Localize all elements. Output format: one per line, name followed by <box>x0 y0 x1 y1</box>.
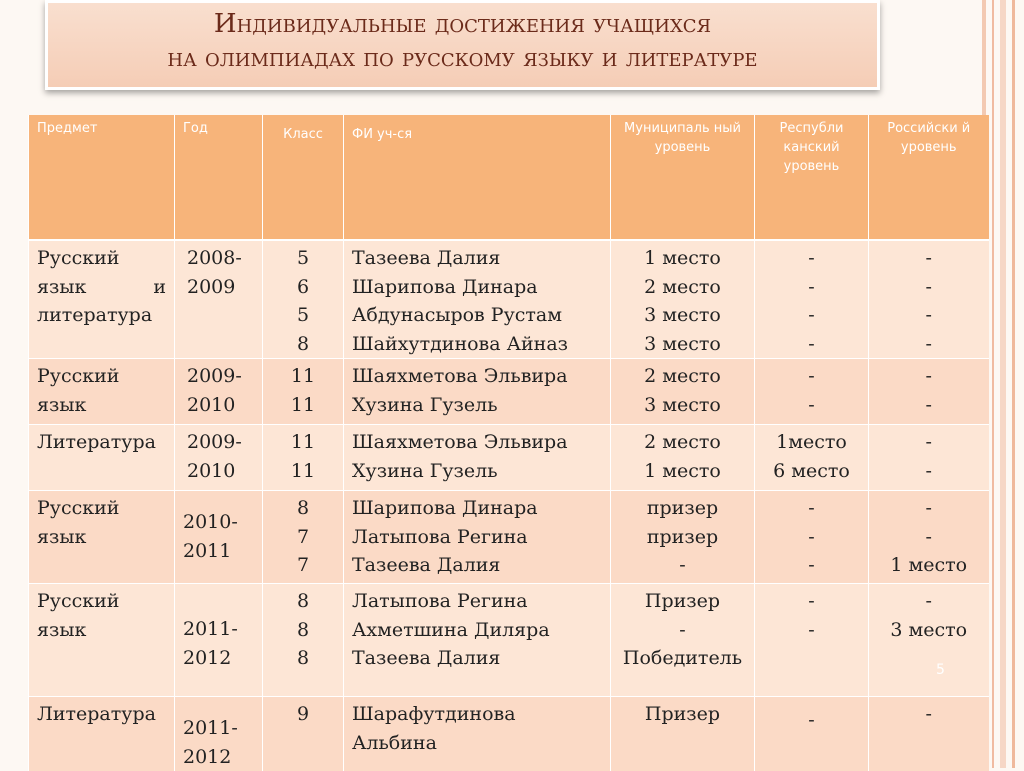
russian-result: - <box>869 273 989 302</box>
russian-result: 1 место <box>869 551 989 580</box>
cell-year <box>175 491 263 584</box>
student-name: Тазеева Далия <box>352 244 610 273</box>
student-name: Шаяхметова Эльвира <box>352 362 610 391</box>
cell-republic <box>755 240 869 359</box>
cell-grades <box>263 584 344 697</box>
cell-republic <box>755 584 869 697</box>
decor-stripe <box>992 0 994 768</box>
grade-value: 5 <box>263 301 343 330</box>
cell-russian <box>869 240 989 359</box>
cell-subject: Русский язык <box>29 584 175 697</box>
russian-result: - <box>869 362 989 391</box>
student-name: Шарипова Динара <box>352 273 610 302</box>
cell-russian <box>869 425 989 491</box>
grade-value: 7 <box>263 551 343 580</box>
cell-year <box>175 425 263 491</box>
cell-republic <box>755 425 869 491</box>
header-student: ФИ уч-ся <box>344 115 611 240</box>
grade-value: 8 <box>263 330 343 359</box>
cell-subject: Русский язык <box>29 359 175 425</box>
russian-result: - <box>869 700 989 729</box>
russian-result: - <box>869 494 989 523</box>
decor-stripe <box>1012 0 1015 768</box>
republic-result: - <box>755 330 868 359</box>
grade-value: 11 <box>263 362 343 391</box>
table-header-row <box>29 115 989 240</box>
grade-value: 8 <box>263 494 343 523</box>
republic-result: - <box>755 244 868 273</box>
header-republic: Республи канский уровень <box>755 115 869 240</box>
municipal-result: - <box>611 616 754 645</box>
cell-russian <box>869 584 989 697</box>
title-line-1: Индивидуальные достижения учащихся <box>48 7 877 41</box>
cell-grades <box>263 425 344 491</box>
grade-value: 7 <box>263 523 343 552</box>
cell-municipal <box>611 359 755 425</box>
cell-grades <box>263 359 344 425</box>
cell-year <box>175 240 263 359</box>
cell-municipal <box>611 491 755 584</box>
cell-republic <box>755 359 869 425</box>
grade-value: 8 <box>263 644 343 673</box>
russian-result: 3 место <box>869 616 989 645</box>
cell-subject: Литература <box>29 697 175 771</box>
cell-students <box>344 697 611 771</box>
year-value: 2010-2011 <box>183 494 262 565</box>
cell-russian <box>869 359 989 425</box>
russian-result: - <box>869 301 989 330</box>
decor-stripe <box>1000 0 1006 768</box>
student-name: Хузина Гузель <box>352 457 610 486</box>
municipal-result: призер <box>611 523 754 552</box>
student-name: Шарафутдинова Альбина <box>352 700 542 757</box>
table-row <box>29 359 989 425</box>
cell-russian <box>869 491 989 584</box>
table-row <box>29 584 989 697</box>
table-row <box>29 240 989 359</box>
grade-value: 5 <box>263 244 343 273</box>
student-name: Шаяхметова Эльвира <box>352 428 610 457</box>
table-row <box>29 425 989 491</box>
republic-result: - <box>755 362 868 391</box>
cell-grades <box>263 697 344 771</box>
cell-students <box>344 425 611 491</box>
cell-municipal <box>611 240 755 359</box>
municipal-result: - <box>611 551 754 580</box>
republic-result: - <box>755 700 868 735</box>
russian-result: - <box>869 457 989 486</box>
student-name: Латыпова Регина <box>352 523 610 552</box>
slide-number: 5 <box>936 662 945 678</box>
cell-republic <box>755 491 869 584</box>
municipal-result: 2 место <box>611 362 754 391</box>
russian-result: - <box>869 391 989 420</box>
year-value: 2011-2012 <box>183 587 262 672</box>
cell-municipal <box>611 697 755 771</box>
cell-year <box>175 584 263 697</box>
grade-value: 11 <box>263 457 343 486</box>
student-name: Хузина Гузель <box>352 391 610 420</box>
cell-year <box>175 697 263 771</box>
cell-grades <box>263 240 344 359</box>
republic-result: - <box>755 301 868 330</box>
cell-russian <box>869 697 989 771</box>
grade-value: 11 <box>263 428 343 457</box>
municipal-result: Призер <box>611 587 754 616</box>
year-value: 2011-2012 <box>183 700 262 771</box>
cell-students <box>344 240 611 359</box>
cell-students <box>344 491 611 584</box>
table-row <box>29 697 989 771</box>
slide-title <box>45 0 880 90</box>
header-municipal: Муниципаль ный уровень <box>611 115 755 240</box>
student-name: Тазеева Далия <box>352 551 610 580</box>
republic-result: - <box>755 616 868 645</box>
municipal-result: 3 место <box>611 391 754 420</box>
republic-result: - <box>755 494 868 523</box>
student-name: Шарипова Динара <box>352 494 610 523</box>
header-subject: Предмет <box>29 115 175 240</box>
student-name: Ахметшина Диляра <box>352 616 610 645</box>
cell-year <box>175 359 263 425</box>
student-name: Шайхутдинова Айназ <box>352 330 610 359</box>
header-year: Год <box>175 115 263 240</box>
municipal-result: призер <box>611 494 754 523</box>
grade-value: 9 <box>263 700 343 729</box>
year-value: 2009-2010 <box>183 428 262 485</box>
header-grade: Класс <box>263 115 344 240</box>
russian-result: - <box>869 428 989 457</box>
grade-value: 8 <box>263 616 343 645</box>
grade-value: 8 <box>263 587 343 616</box>
russian-result: - <box>869 330 989 359</box>
table-row <box>29 491 989 584</box>
grade-value: 11 <box>263 391 343 420</box>
republic-result: - <box>755 273 868 302</box>
municipal-result: Победитель <box>611 644 754 673</box>
cell-municipal <box>611 425 755 491</box>
achievements-table <box>28 115 989 771</box>
cell-students <box>344 584 611 697</box>
republic-result: - <box>755 551 868 580</box>
republic-result: - <box>755 391 868 420</box>
cell-students <box>344 359 611 425</box>
student-name: Латыпова Регина <box>352 587 610 616</box>
russian-result: - <box>869 523 989 552</box>
municipal-result: 1 место <box>611 457 754 486</box>
russian-result: - <box>869 587 989 616</box>
municipal-result: Призер <box>611 700 754 729</box>
student-name: Тазеева Далия <box>352 644 610 673</box>
grade-value: 6 <box>263 273 343 302</box>
cell-subject: Литература <box>29 425 175 491</box>
cell-republic <box>755 697 869 771</box>
republic-result: 6 место <box>755 457 868 486</box>
year-value: 2009-2010 <box>183 362 262 419</box>
cell-municipal <box>611 584 755 697</box>
municipal-result: 2 место <box>611 428 754 457</box>
header-russian: Российски й уровень <box>869 115 989 240</box>
cell-grades <box>263 491 344 584</box>
municipal-result: 3 место <box>611 330 754 359</box>
municipal-result: 3 место <box>611 301 754 330</box>
republic-result: - <box>755 587 868 616</box>
municipal-result: 1 место <box>611 244 754 273</box>
republic-result: - <box>755 523 868 552</box>
cell-subject: Русский язык <box>29 491 175 584</box>
year-value: 2008-2009 <box>183 244 262 301</box>
russian-result: - <box>869 244 989 273</box>
municipal-result: 2 место <box>611 273 754 302</box>
republic-result: 1место <box>755 428 868 457</box>
student-name: Абдунасыров Рустам <box>352 301 610 330</box>
cell-subject: Русский язык и литература <box>29 240 175 359</box>
title-line-2: на олимпиадах по русскому языку и литературе <box>48 41 877 75</box>
